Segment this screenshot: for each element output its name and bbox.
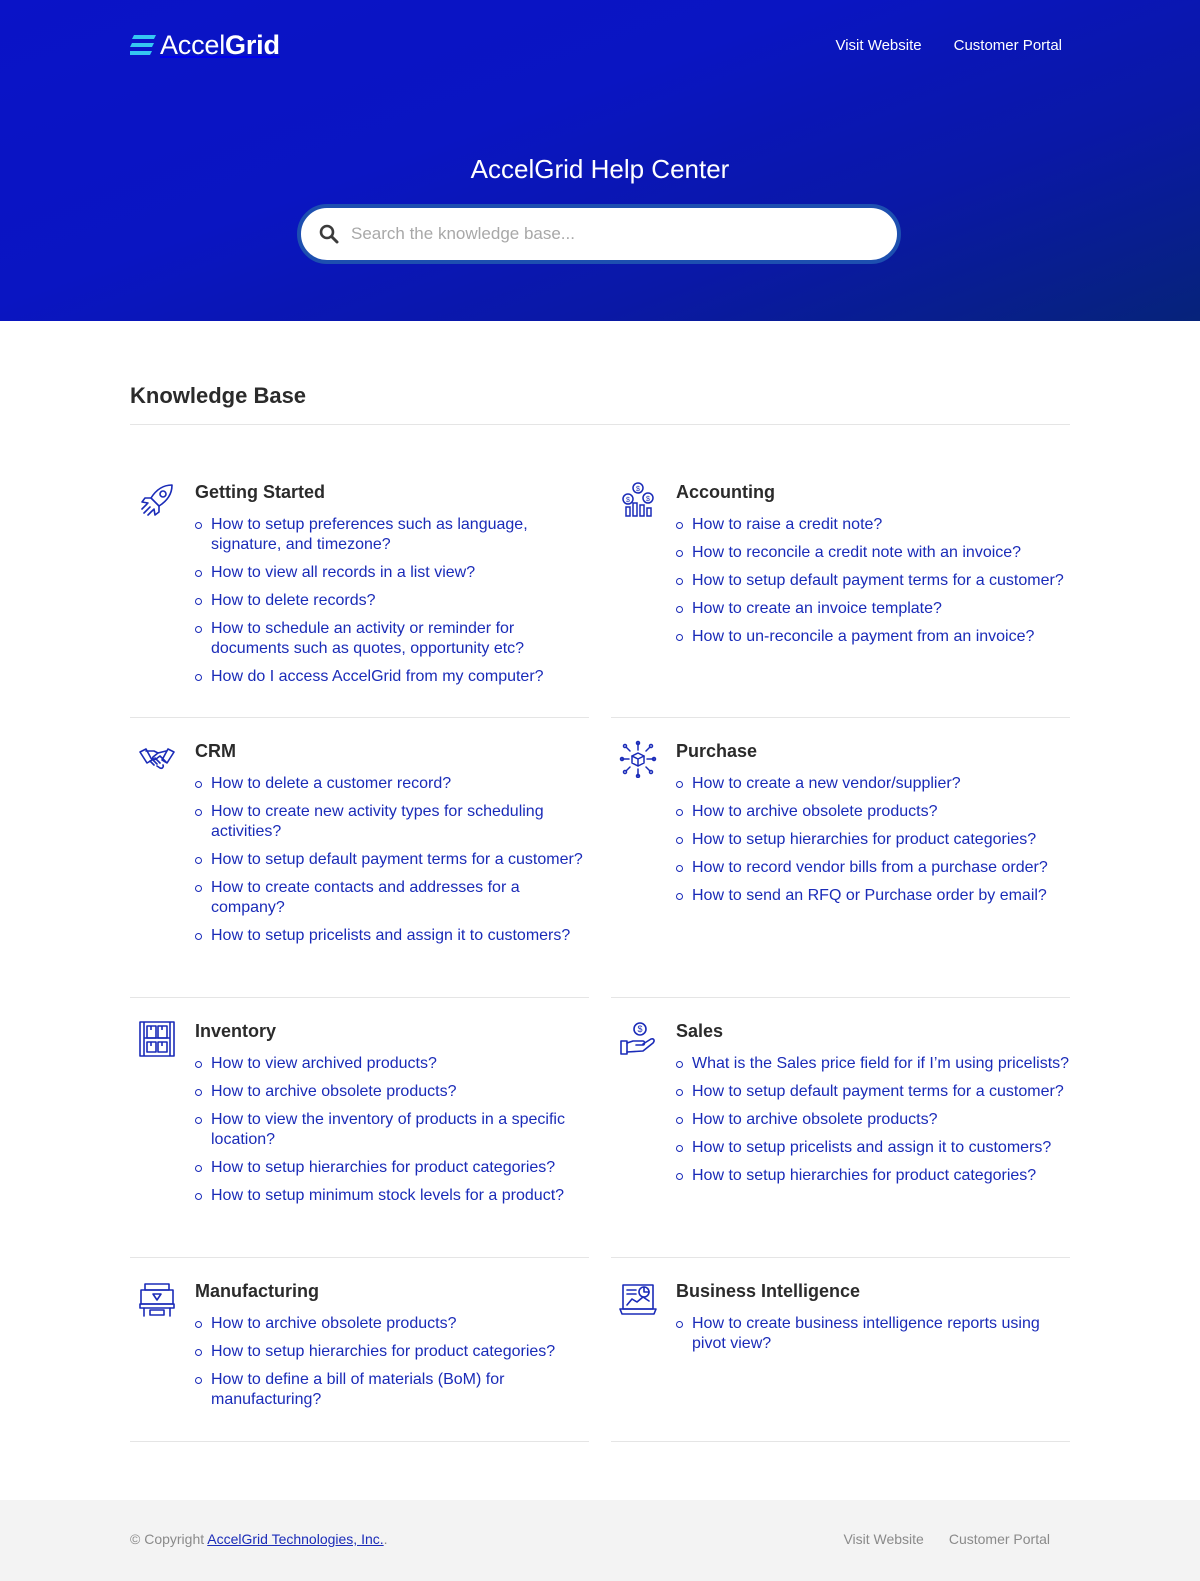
list-item [195,563,589,583]
top-nav [835,37,1062,54]
article-link[interactable]: How to view archived products? [211,1055,437,1072]
copyright [130,1531,388,1547]
article-link[interactable]: How to archive obsolete products? [692,1111,938,1128]
list-item [676,858,1070,878]
box-distribution-icon [619,740,657,778]
list-item [676,1054,1070,1074]
category-getting-started [130,459,589,718]
company-link[interactable]: AccelGrid Technologies, Inc. [207,1531,384,1547]
list-item [676,802,1070,822]
copyright-prefix: © Copyright [130,1531,208,1547]
footer-customer-portal-link[interactable]: Customer Portal [948,1531,1050,1547]
divider [130,424,1070,425]
svg-text:$: $ [646,496,650,503]
list-item [195,1110,589,1150]
article-link[interactable]: How to setup pricelists and assign it to customers? [692,1139,1052,1156]
rocket-icon [138,481,176,519]
article-link[interactable]: How to setup hierarchies for product categories? [692,1167,1037,1184]
dashboard-laptop-icon [619,1280,657,1318]
article-link[interactable]: How to setup default payment terms for a customer? [692,1083,1064,1100]
list-item [195,774,589,794]
customer-portal-link[interactable]: Customer Portal [953,36,1062,54]
search-icon [319,224,339,244]
article-list [676,1314,1070,1354]
list-item [676,1166,1070,1186]
category-manufacturing [130,1258,589,1442]
article-link[interactable]: How to create an invoice template? [692,600,942,617]
article-list [676,515,1070,647]
article-list [195,515,589,687]
svg-text:$: $ [637,1024,643,1034]
category-title: Business Intelligence [676,1281,861,1301]
article-link[interactable]: How to setup default payment terms for a customer? [211,851,583,868]
category-business-intelligence [611,1258,1070,1442]
article-link[interactable]: How to create new activity types for scheduling activities? [211,803,544,840]
list-item [195,1314,589,1334]
list-item [676,1082,1070,1102]
article-link[interactable]: How to setup default payment terms for a customer? [692,572,1064,589]
list-item [195,1370,589,1410]
list-item [676,1314,1070,1354]
article-list [195,1314,589,1410]
list-item [676,830,1070,850]
list-item [676,1110,1070,1130]
article-link[interactable]: How to un-reconcile a payment from an invoice? [692,628,1035,645]
list-item [676,627,1070,647]
list-item [676,774,1070,794]
warehouse-shelf-icon [138,1020,176,1058]
article-link[interactable]: How to setup hierarchies for product categories? [211,1159,556,1176]
handshake-icon [138,740,176,778]
article-link[interactable]: How to delete a customer record? [211,775,452,792]
list-item [676,515,1070,535]
brand-logo[interactable] [130,30,280,61]
article-link[interactable]: How to reconcile a credit note with an invoice? [692,544,1022,561]
footer-visit-website-link[interactable]: Visit Website [843,1531,924,1547]
article-link[interactable]: How to archive obsolete products? [211,1315,457,1332]
list-item [195,591,589,611]
svg-text:$: $ [626,497,630,504]
hand-coin-icon [619,1020,657,1058]
list-item [676,1138,1070,1158]
category-title: Inventory [195,1021,277,1041]
knowledge-base-title: Knowledge Base [130,383,307,408]
search-bar[interactable] [297,204,901,264]
article-link[interactable]: How to create a new vendor/supplier? [692,775,961,792]
article-link[interactable]: How to create contacts and addresses for a company? [211,879,520,916]
logo-text: AccelGrid [160,29,280,60]
category-title: Accounting [676,482,775,502]
article-list [676,774,1070,906]
category-title: Sales [676,1021,724,1041]
top-bar [130,28,1070,62]
list-item [195,667,589,687]
article-link[interactable]: What is the Sales price field for if I’m using pricelists? [692,1055,1070,1072]
list-item [195,619,589,659]
category-title: Purchase [676,741,758,761]
coins-chart-icon [619,481,657,519]
article-link[interactable]: How do I access AccelGrid from my computer? [211,668,544,685]
list-item [676,599,1070,619]
article-link[interactable]: How to setup hierarchies for product categories? [211,1343,556,1360]
list-item [195,1054,589,1074]
list-item [195,1342,589,1362]
page-title: AccelGrid Help Center [470,154,730,184]
category-title: Getting Started [195,482,326,502]
footer-nav [843,1531,1050,1547]
article-link[interactable]: How to delete records? [211,592,376,609]
list-item [195,1082,589,1102]
footer [0,1500,1200,1581]
category-purchase [611,718,1070,998]
copyright-suffix: . [383,1531,388,1547]
article-link[interactable]: How to setup pricelists and assign it to customers? [211,927,571,944]
article-link[interactable]: How to view the inventory of products in a specific location? [211,1111,565,1148]
list-item [676,571,1070,591]
machine-icon [138,1280,176,1318]
article-link[interactable]: How to create business intelligence reports using pivot view? [692,1315,1040,1352]
logo-mark-icon [130,35,156,55]
list-item [195,515,589,555]
article-link[interactable]: How to send an RFQ or Purchase order by email? [692,887,1047,904]
list-item [676,543,1070,563]
list-item [676,886,1070,906]
category-accounting [611,459,1070,718]
article-link[interactable]: How to define a bill of materials (BoM) for manufacturing? [211,1371,505,1408]
list-item [195,1158,589,1178]
list-item [195,1186,589,1206]
article-link[interactable]: How to setup minimum stock levels for a product? [211,1187,565,1204]
article-link[interactable]: How to setup hierarchies for product categories? [692,831,1037,848]
article-link[interactable]: How to raise a credit note? [692,516,883,533]
category-inventory [130,998,589,1258]
list-item [195,850,589,870]
article-list [676,1054,1070,1186]
article-link[interactable]: How to archive obsolete products? [211,1083,457,1100]
main-content [130,321,1070,1442]
category-sales [611,998,1070,1258]
article-list [195,1054,589,1206]
list-item [195,802,589,842]
category-crm [130,718,589,998]
article-link[interactable]: How to archive obsolete products? [692,803,938,820]
article-link[interactable]: How to setup preferences such as language, signature, and timezone? [211,516,528,553]
category-grid [130,459,1070,1442]
article-list [195,774,589,946]
article-link[interactable]: How to schedule an activity or reminder for documents such as quotes, opportunity etc? [211,620,525,657]
category-title: Manufacturing [195,1281,319,1301]
list-item [195,878,589,918]
svg-text:$: $ [636,486,640,493]
hero-header [0,0,1200,321]
article-link[interactable]: How to record vendor bills from a purchase order? [692,859,1048,876]
visit-website-link[interactable]: Visit Website [835,36,922,54]
list-item [195,926,589,946]
search-input[interactable] [351,224,871,244]
article-link[interactable]: How to view all records in a list view? [211,564,476,581]
category-title: CRM [195,741,236,761]
